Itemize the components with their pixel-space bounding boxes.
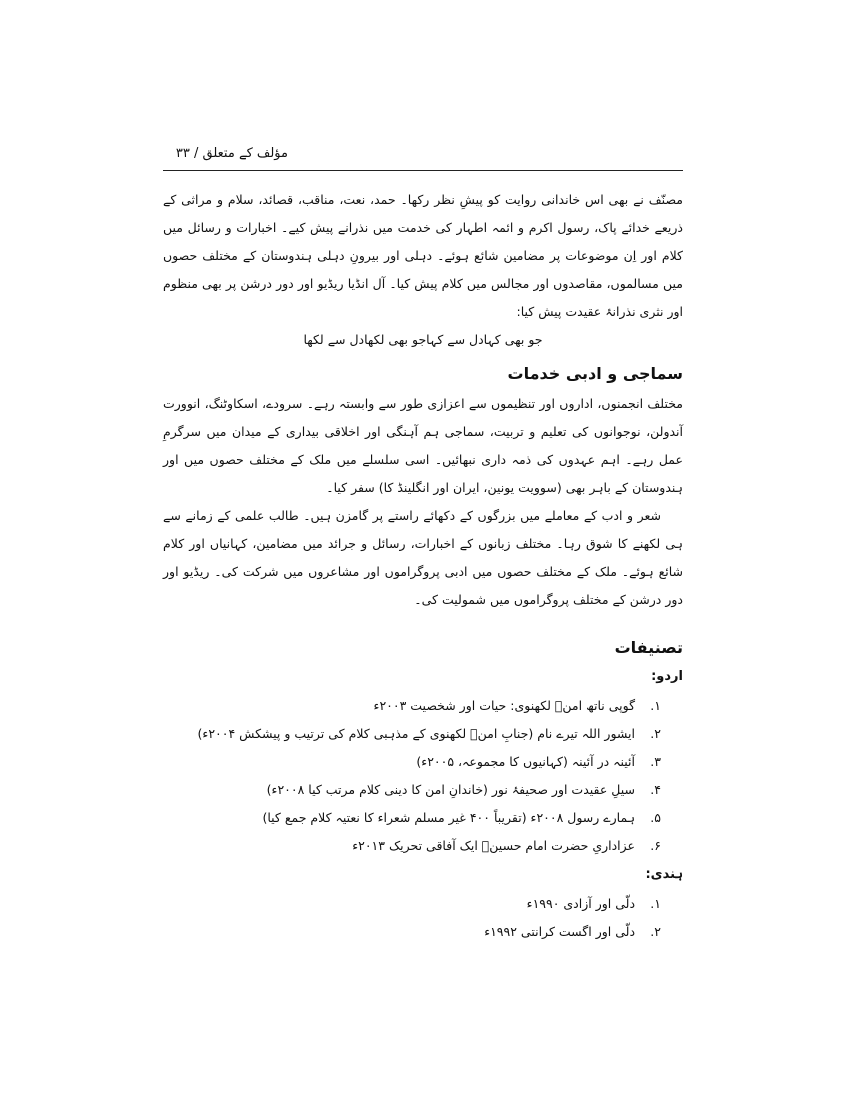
- list-item: [163, 832, 661, 860]
- item-text: ایشور اللہ تیرے نام (جنابِ امنؔ لکھنوی کے مذہبی کلام کی ترتیب و پیشکش ۲۰۰۴ء): [197, 726, 636, 741]
- item-text: دلّی اور آزادی ۱۹۹۰ء: [526, 896, 636, 911]
- item-number: ۴.: [650, 782, 661, 797]
- social-services-heading: سماجی و ادبی خدمات: [507, 364, 683, 383]
- item-number: ۳.: [650, 754, 661, 769]
- header-title: مؤلف کے متعلق / ۳۳: [175, 146, 288, 161]
- page-body: [163, 186, 683, 946]
- item-number: ۱.: [650, 896, 661, 911]
- item-text: دلّی اور اگست کرانتی ۱۹۹۲ء: [484, 924, 636, 939]
- works-heading: تصنیفات: [614, 638, 683, 657]
- hindi-works-list: [163, 890, 683, 946]
- item-text: ہمارے رسول ۲۰۰۸ء (تقریباً ۴۰۰ غیر مسلم شعراء کا نعتیہ کلام جمع کیا): [262, 810, 636, 825]
- list-item: [163, 890, 661, 918]
- item-text: عزاداریِ حضرت امام حسینؑ ایک آفاقی تحریک ۲۰۱۳ء: [352, 838, 636, 853]
- social-paragraph-1: مختلف انجمنوں، اداروں اور تنظیموں سے اعزازی طور سے وابستہ رہے۔ سرودے، اسکاوٹنگ، انوورت آندولن، نوجوانوں کی تعلیم و تربیت، سماجی ہم آہنگی اور اخلاقی بیداری کے میدان میں سرگرمِ عمل رہے۔ اہم عہدوں کی ذمہ داری نبھائیں۔ اسی سلسلے میں ملک کے مختلف حصوں میں اور ہندوستان کے باہر بھی (سوویت یونین، ایران اور انگلینڈ کا) سفر کیا۔: [163, 396, 683, 495]
- list-item: [163, 918, 661, 946]
- list-item: [163, 804, 661, 832]
- list-item: [163, 720, 661, 748]
- couplet-line: جو بھی کہادل سے کہاجو بھی لکھادل سے لکھا: [303, 332, 543, 347]
- list-item: [163, 748, 661, 776]
- item-number: ۱.: [650, 698, 661, 713]
- intro-paragraph: مصنّف نے بھی اس خاندانی روایت کو پیشِ نظر رکھا۔ حمد، نعت، مناقب، قصائد، سلام و مراثی کے ذریعے خدائے پاک، رسول اکرم و ائمہ اطہار کی خدمت میں نذرانے پیش کیے۔ اخبارات و رسائل میں کلام اور اِن موضوعات پر مضامین شائع ہوئے۔ دہلی اور بیرونِ دہلی ہندوستان کے مختلف حصوں میں مسالموں، مقاصدوں اور مجالس میں کلام پیش کیا۔ آل انڈیا ریڈیو اور دور درشن پر بھی منظوم اور نثری نذرانۂ عقیدت پیش کیا:: [163, 192, 683, 319]
- social-paragraph-2: شعر و ادب کے معاملے میں بزرگوں کے دکھائے راستے پر گامزن ہیں۔ طالب علمی کے زمانے سے ہی لکھنے کا شوق رہا۔ مختلف زبانوں کے اخبارات، رسائل و جرائد میں مضامین، کہانیاں اور کلام شائع ہوئے۔ ملک کے مختلف حصوں میں ادبی پروگراموں اور مشاعروں میں شرکت کی۔ ریڈیو اور دور درشن کے مختلف پروگراموں میں شمولیت کی۔: [163, 508, 683, 607]
- urdu-subheading: اردو:: [651, 669, 683, 684]
- hindi-subheading: ہندی:: [645, 867, 683, 882]
- item-text: آئینہ در آئینہ (کہانیوں کا مجموعہ، ۲۰۰۵ء): [416, 754, 636, 769]
- item-text: گوپی ناتھ امنؔ لکھنوی: حیات اور شخصیت ۲۰۰۳ء: [373, 698, 636, 713]
- list-item: [163, 692, 661, 720]
- item-number: ۵.: [650, 810, 661, 825]
- list-item: [163, 776, 661, 804]
- running-header: [163, 140, 683, 171]
- item-number: ۶.: [650, 838, 661, 853]
- item-text: سیلِ عقیدت اور صحیفۂ نور (خاندانِ امن کا دینی کلام مرتب کیا ۲۰۰۸ء): [266, 782, 636, 797]
- item-number: ۲.: [650, 726, 661, 741]
- item-number: ۲.: [650, 924, 661, 939]
- urdu-works-list: [163, 692, 683, 860]
